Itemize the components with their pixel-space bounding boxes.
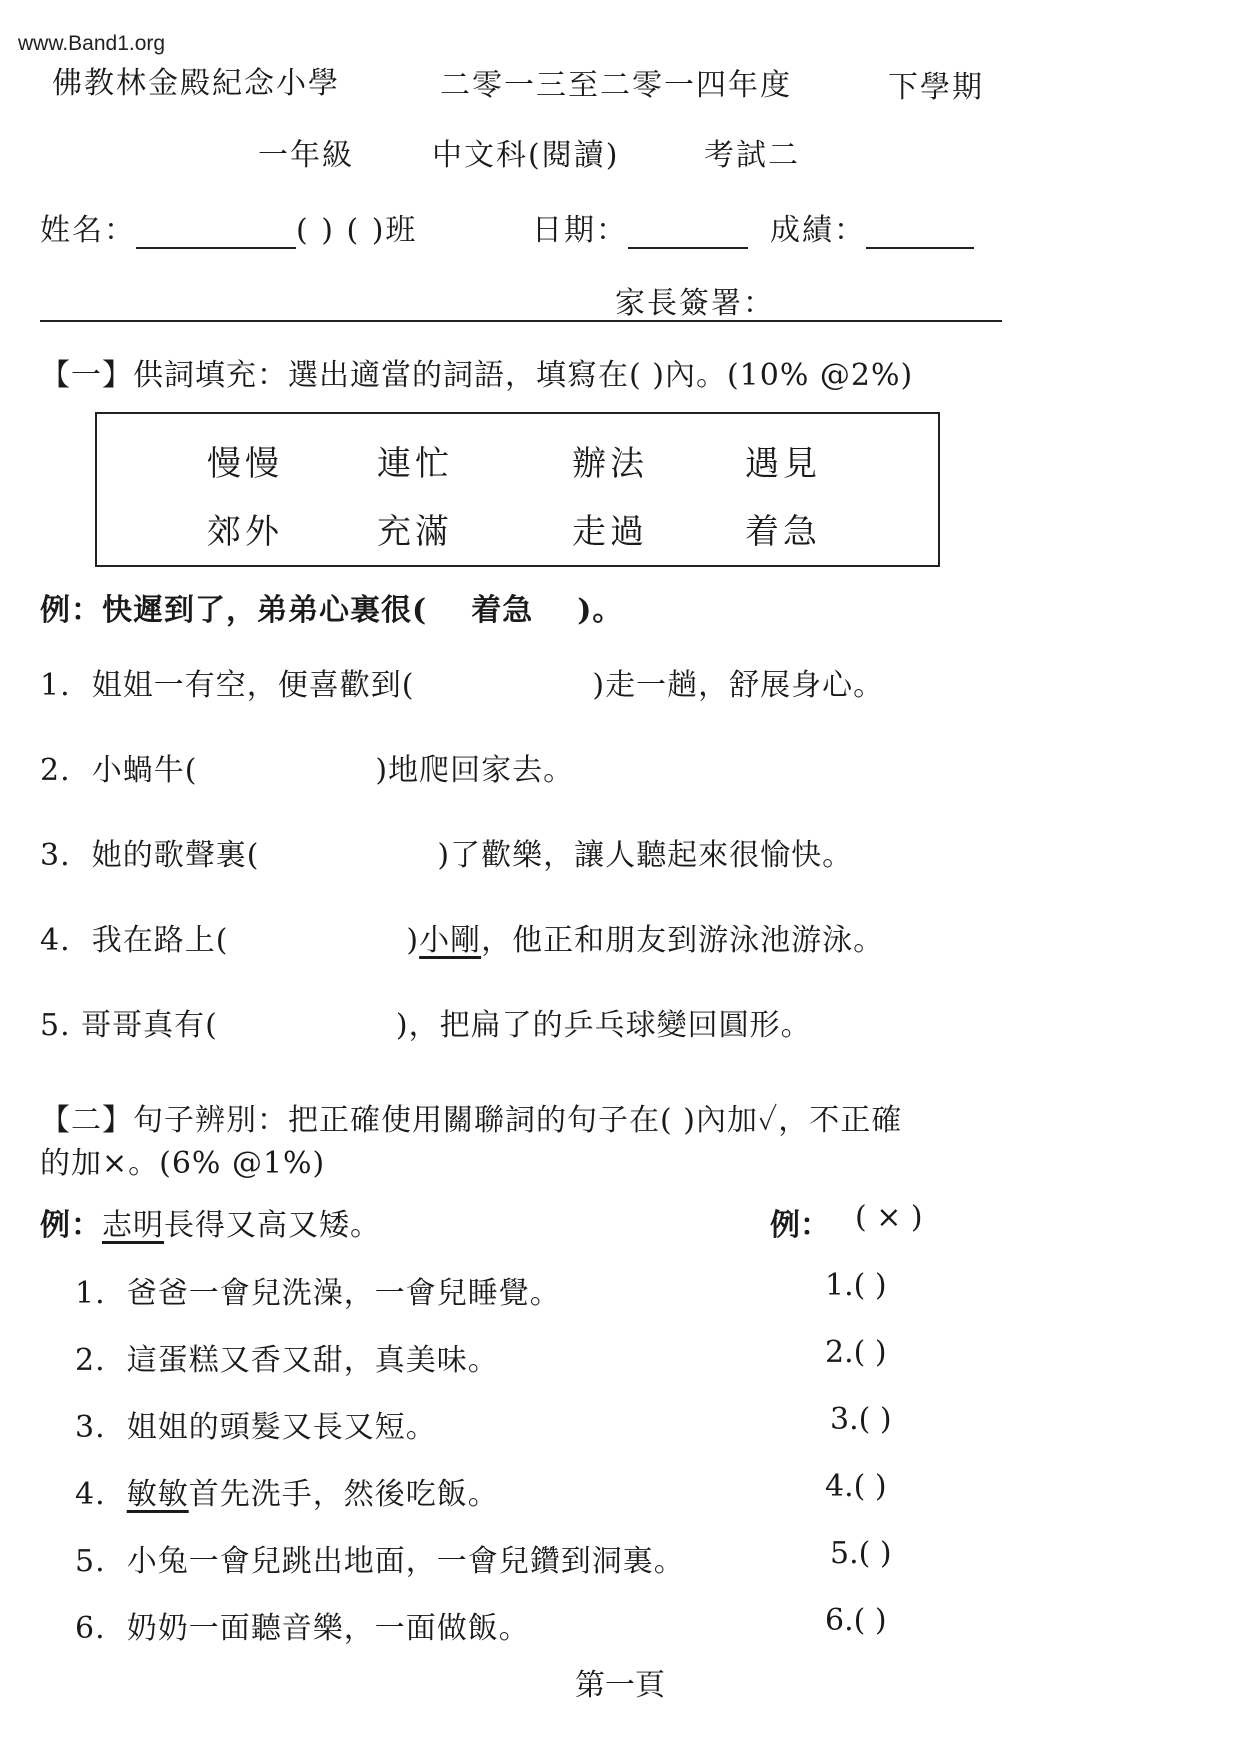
answer-box[interactable]: 6.( ) [825, 1603, 887, 1638]
fill-question [40, 660, 884, 704]
question-number: 4. [40, 923, 71, 958]
word-bank [95, 412, 940, 567]
question-text-before: 小蝸牛( [91, 753, 198, 788]
word-bank-item: 充滿 [377, 512, 453, 552]
item-text: 姐姐的頭髮又長又短。 [126, 1410, 437, 1445]
fill-question [40, 1000, 812, 1044]
judge-sentence [75, 1268, 561, 1312]
example-label: 例： [40, 1208, 102, 1243]
judge-sentence [75, 1335, 499, 1379]
parent-signature-label: 家長簽署： [615, 286, 775, 321]
parent-signature-group [615, 278, 983, 322]
judge-sentence [75, 1536, 685, 1580]
header-divider [40, 320, 1002, 322]
question-text-after: )走一趟，舒展身心。 [592, 668, 885, 703]
item-number: 1. [75, 1276, 106, 1311]
item-number: 4. [75, 1477, 106, 1512]
question-number: 1. [40, 668, 71, 703]
question-number: 3. [40, 838, 71, 873]
page-number: 第一頁 [575, 1668, 665, 1703]
question-text-after: )地爬回家去。 [375, 753, 575, 788]
question-text-before: 姐姐一有空，便喜歡到( [91, 668, 415, 703]
date-group [532, 205, 748, 249]
item-text: 首先洗手，然後吃飯。 [188, 1477, 499, 1512]
example-answer-label: 例： [770, 1208, 830, 1243]
name-label: 姓名： [40, 213, 136, 248]
word-bank-item: 郊外 [207, 512, 283, 552]
question-text-before: 她的歌聲裏( [91, 838, 260, 873]
watermark-url: www.Band1.org [18, 32, 166, 55]
item-text: 奶奶一面聽音樂，一面做飯。 [126, 1611, 530, 1646]
fill-question [40, 745, 574, 789]
question-number: 5. [40, 1008, 71, 1043]
score-label: 成績： [770, 213, 866, 248]
section2-title-line1: 【二】句子辨別：把正確使用關聯詞的句子在( )內加✓，不正確 [40, 1103, 903, 1138]
question-text-before: 哥哥真有( [81, 1008, 218, 1043]
school-name: 佛教林金殿紀念小學 [52, 66, 340, 101]
section1-title: 【一】供詞填充：選出適當的詞語，填寫在( )內。(10% @2%) [40, 358, 914, 393]
school-year: 二零一三至二零一四年度 [440, 68, 792, 103]
subject: 中文科(閱讀) [432, 138, 620, 173]
judge-sentence [75, 1603, 530, 1647]
item-text: 爸爸一會兒洗澡，一會兒睡覺。 [126, 1276, 561, 1311]
item-text: 這蛋糕又香又甜，真美味。 [126, 1343, 499, 1378]
term: 下學期 [888, 70, 984, 105]
word-bank-item: 走過 [572, 512, 648, 552]
item-number: 3. [75, 1410, 106, 1445]
section1-example [40, 585, 623, 629]
info-row [40, 205, 417, 249]
item-number: 6. [75, 1611, 106, 1646]
question-text-after: )了歡樂，讓人聽起來很愉快。 [437, 838, 854, 873]
item-number: 5. [75, 1544, 106, 1579]
judge-sentence [75, 1469, 499, 1513]
item-person-name: 敏敏 [126, 1477, 189, 1512]
person-name: 小剛 [419, 923, 482, 958]
question-text-after: )，把扁了的乒乓球變回圓形。 [395, 1008, 812, 1043]
fill-question: 4. 我在路上( )小剛，他正和朋友到游泳池游泳。 [40, 923, 885, 958]
question-text-before: 我在路上( [91, 923, 229, 958]
example-prefix: 例：快遲到了，弟弟心裏很( [40, 593, 428, 628]
question-number: 2. [40, 753, 71, 788]
item-text: 小兔一會兒跳出地面，一會兒鑽到洞裏。 [126, 1544, 685, 1579]
score-group [770, 205, 974, 249]
question-text-after: ，他正和朋友到游泳池游泳。 [481, 923, 885, 958]
grade: 一年級 [258, 138, 354, 173]
class-number-field: ( ) ( )班 [296, 213, 418, 248]
word-bank-item: 連忙 [377, 444, 453, 484]
example-answer-box: ( × ) [855, 1200, 923, 1235]
date-label: 日期： [532, 213, 628, 248]
fill-question [40, 830, 853, 874]
example-suffix: )。 [577, 593, 624, 628]
word-bank-item: 遇見 [745, 444, 821, 484]
item-number: 2. [75, 1343, 106, 1378]
answer-box[interactable]: 2.( ) [825, 1335, 887, 1370]
exam-title: 考試二 [704, 138, 800, 173]
word-bank-item: 着急 [745, 512, 821, 552]
score-field[interactable] [866, 247, 974, 249]
judge-sentence [75, 1402, 437, 1446]
answer-box[interactable]: 4.( ) [825, 1469, 887, 1504]
answer-box[interactable]: 1.( ) [825, 1268, 887, 1303]
name-field[interactable] [136, 247, 296, 249]
section2-example [40, 1200, 381, 1244]
word-bank-item: 慢慢 [207, 444, 283, 484]
answer-box[interactable]: 5.( ) [830, 1536, 892, 1571]
section2-title-line2: 的加×。(6% @1%) [40, 1146, 326, 1181]
example-sentence: 長得又高又矮。 [164, 1208, 381, 1243]
example-person-name: 志明 [102, 1208, 164, 1243]
answer-box[interactable]: 3.( ) [830, 1402, 892, 1437]
date-field[interactable] [628, 247, 748, 249]
word-bank-item: 辦法 [572, 444, 648, 484]
example-answer: 着急 [471, 593, 534, 628]
